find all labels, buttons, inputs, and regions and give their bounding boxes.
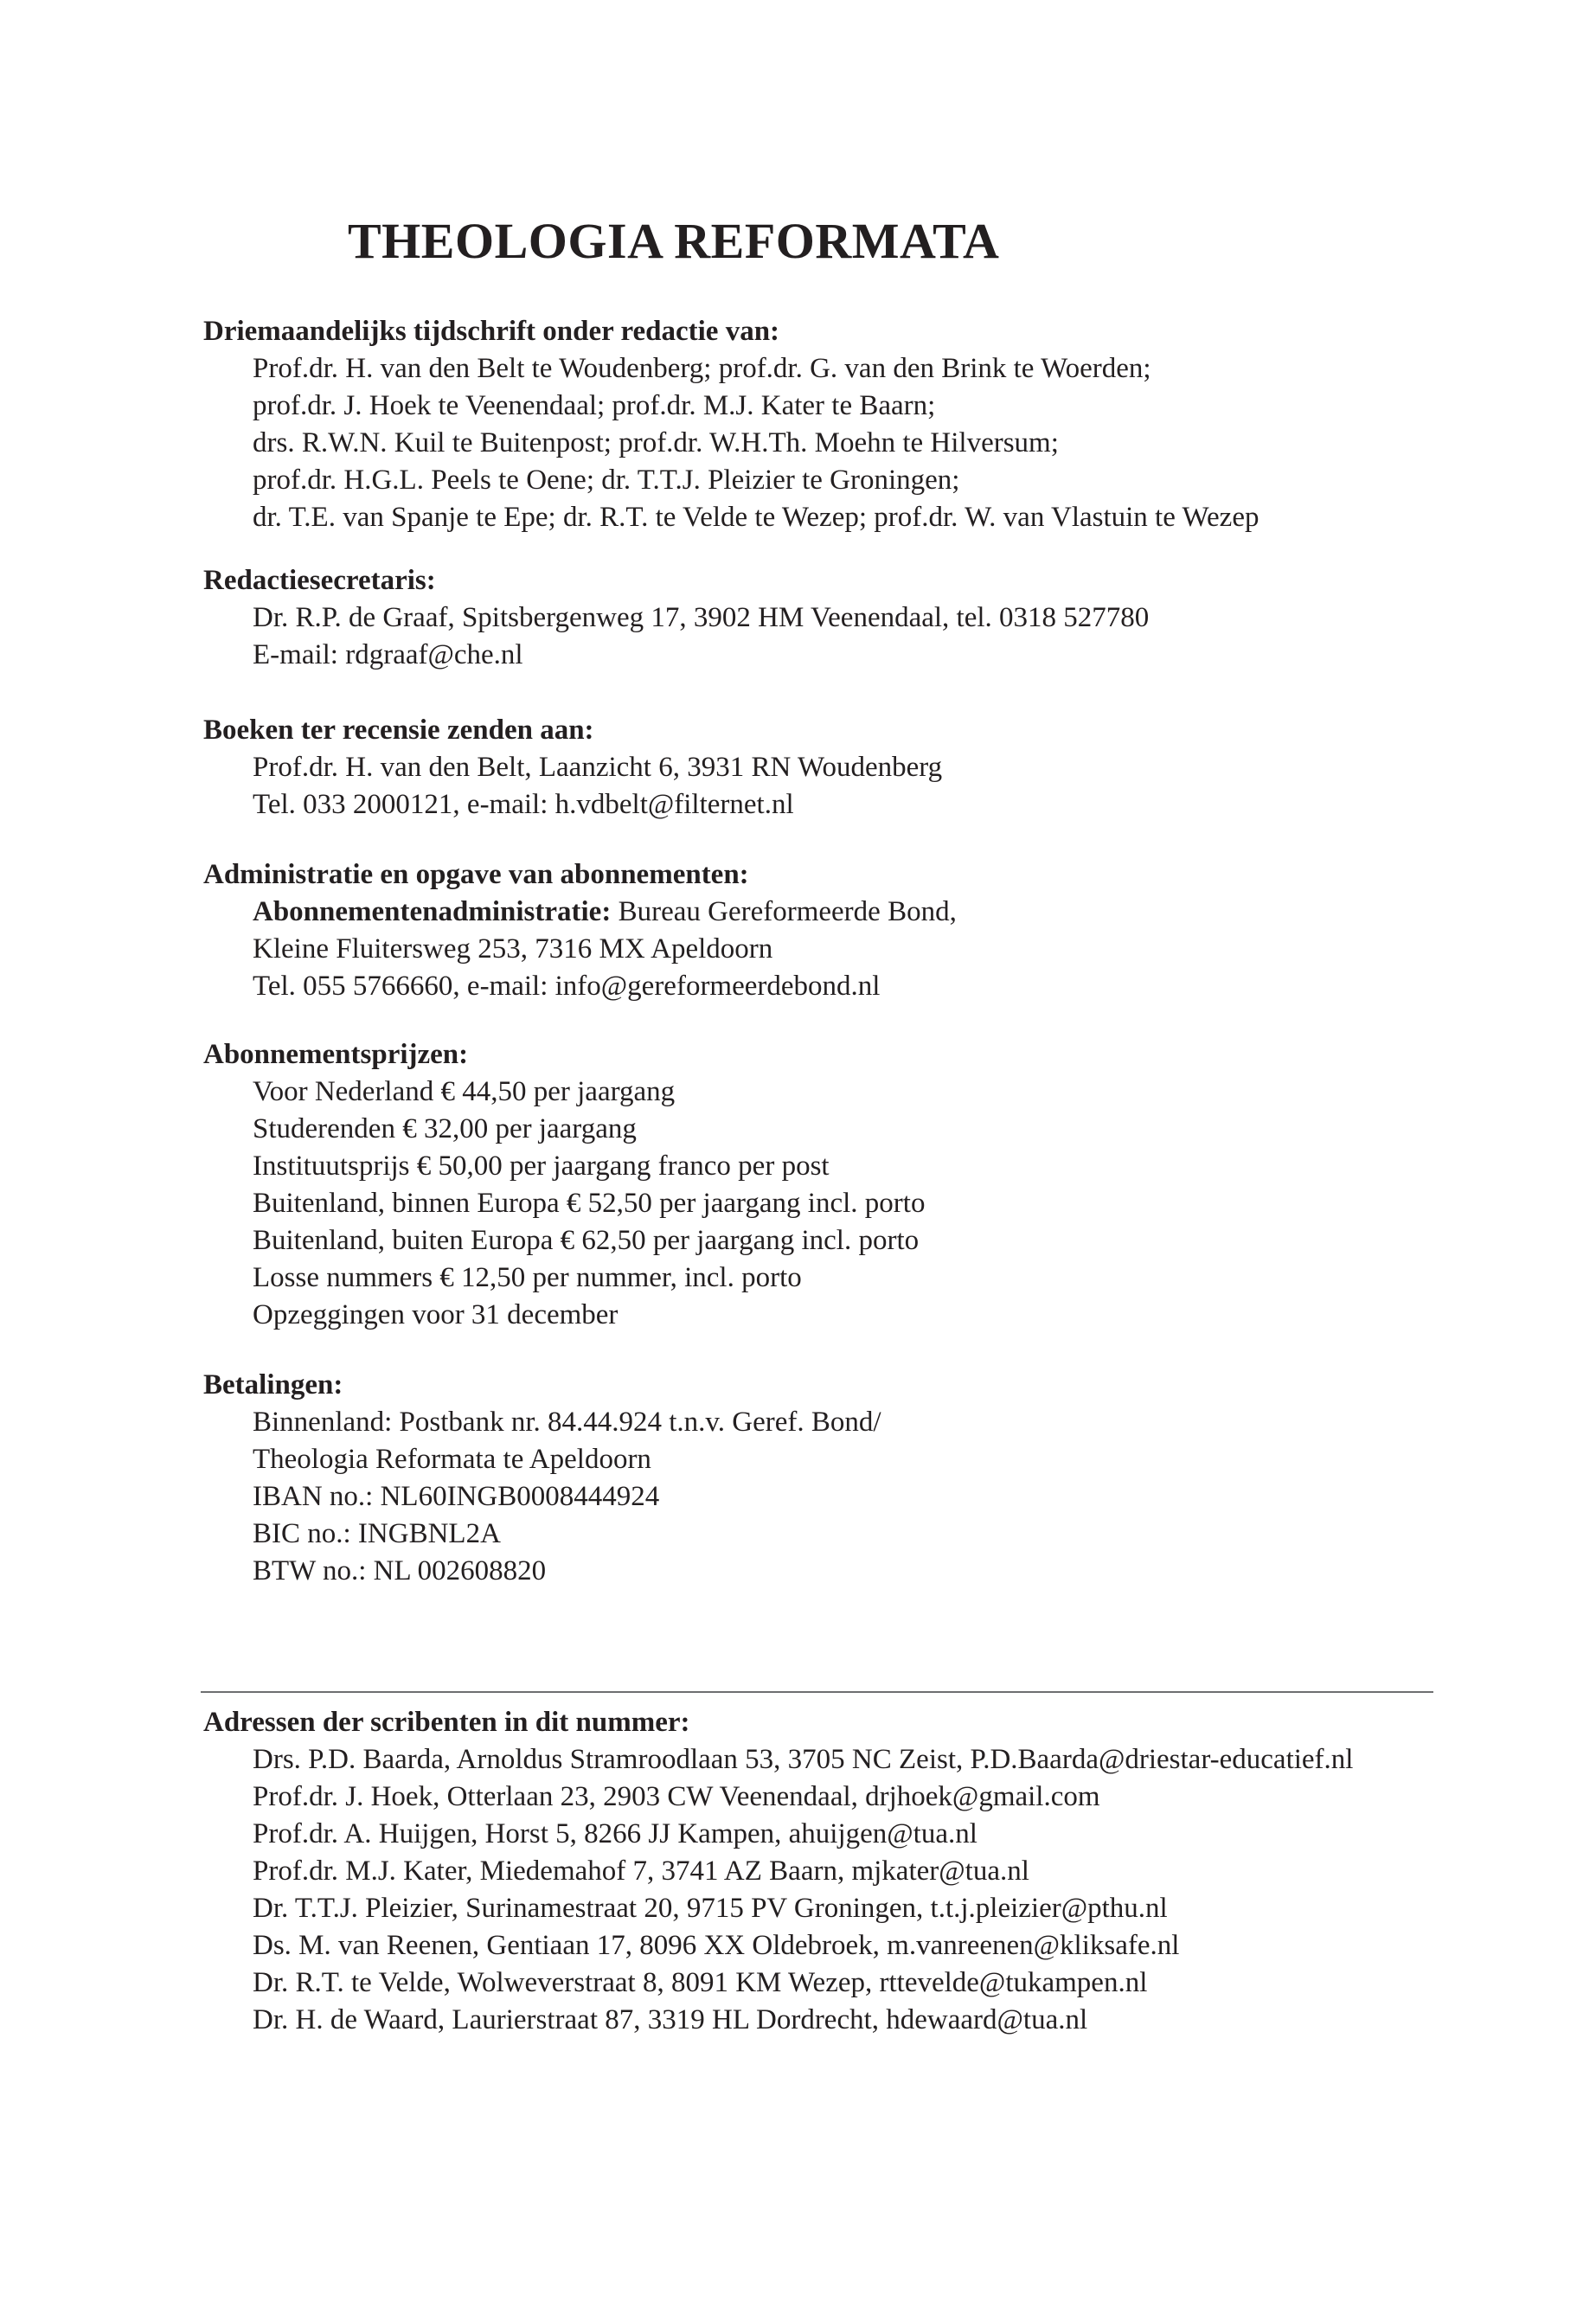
author-address: Ds. M. van Reenen, Gentiaan 17, 8096 XX Oldebroek, m.vanreenen@kliksafe.nl	[253, 1930, 1180, 1961]
author-address: Drs. P.D. Baarda, Arnoldus Stramroodlaan 53, 3705 NC Zeist, P.D.Baarda@driestar-educatief.nl	[253, 1744, 1354, 1775]
administration-address: Kleine Fluitersweg 253, 7316 MX Apeldoorn	[253, 933, 773, 965]
book-review-heading: Boeken ter recensie zenden aan:	[203, 715, 594, 746]
authors-heading: Adressen der scribenten in dit nummer:	[203, 1707, 690, 1738]
price-line: Studerenden € 32,00 per jaargang	[253, 1113, 637, 1144]
section-divider	[201, 1691, 1433, 1693]
payments-details	[203, 1404, 1553, 1590]
editorial-board-line: dr. T.E. van Spanje te Epe; dr. R.T. te Velde te Wezep; prof.dr. W. van Vlastuin te Wezep	[253, 502, 1259, 533]
subscription-prices-section	[203, 1036, 1553, 1334]
payment-line: Binnenland: Postbank nr. 84.44.924 t.n.v. Geref. Bond/	[253, 1407, 881, 1438]
author-address: Dr. T.T.J. Pleizier, Surinamestraat 20, 9715 PV Groningen, t.t.j.pleizier@pthu.nl	[253, 1893, 1168, 1924]
price-line: Buitenland, binnen Europa € 52,50 per jaargang incl. porto	[253, 1188, 926, 1219]
secretary-details	[203, 599, 1553, 674]
author-address: Dr. H. de Waard, Laurierstraat 87, 3319 HL Dordrecht, hdewaard@tua.nl	[253, 2004, 1088, 2035]
editorial-board-section	[203, 313, 1553, 536]
authors-list	[203, 1741, 1553, 2039]
price-line: Buitenland, buiten Europa € 62,50 per jaargang incl. porto	[253, 1225, 920, 1256]
payment-bic: BIC no.: INGBNL2A	[253, 1518, 501, 1549]
author-address: Prof.dr. M.J. Kater, Miedemahof 7, 3741 AZ Baarn, mjkater@tua.nl	[253, 1856, 1029, 1887]
editorial-board-list	[203, 350, 1553, 536]
price-line: Instituutsprijs € 50,00 per jaargang franco per post	[253, 1150, 830, 1182]
book-review-details	[203, 749, 1553, 824]
payments-heading: Betalingen:	[203, 1369, 343, 1400]
author-address: Prof.dr. J. Hoek, Otterlaan 23, 2903 CW Veenendaal, drjhoek@gmail.com	[253, 1781, 1100, 1812]
price-line: Voor Nederland € 44,50 per jaargang	[253, 1076, 676, 1107]
payment-line: Theologia Reformata te Apeldoorn	[253, 1444, 651, 1475]
journal-title: THEOLOGIA REFORMATA	[348, 213, 1000, 269]
secretary-heading: Redactiesecretaris:	[203, 565, 436, 596]
payment-iban: IBAN no.: NL60INGB0008444924	[253, 1481, 660, 1512]
administration-label: Abonnementenadministratie:	[253, 896, 612, 927]
book-review-section	[203, 712, 1553, 824]
administration-details	[203, 894, 1553, 1005]
payments-section	[203, 1367, 1553, 1590]
administration-name: Bureau Gereformeerde Bond,	[611, 896, 957, 927]
price-line: Opzeggingen voor 31 december	[253, 1299, 619, 1330]
editorial-board-line: prof.dr. H.G.L. Peels te Oene; dr. T.T.J. Pleizier te Groningen;	[253, 465, 960, 496]
subscription-prices-heading: Abonnementsprijzen:	[203, 1039, 469, 1070]
editorial-board-heading: Driemaandelijks tijdschrift onder redactie van:	[203, 316, 780, 347]
subscription-prices-list	[203, 1074, 1553, 1334]
administration-contact: Tel. 055 5766660, e-mail: info@gereformeerdebond.nl	[253, 971, 881, 1002]
editorial-board-line: prof.dr. J. Hoek te Veenendaal; prof.dr. M.J. Kater te Baarn;	[253, 390, 936, 421]
administration-heading: Administratie en opgave van abonnementen:	[203, 859, 749, 890]
administration-section	[203, 856, 1553, 1005]
authors-section	[203, 1704, 1553, 2039]
author-address: Dr. R.T. te Velde, Wolweverstraat 8, 8091 KM Wezep, rttevelde@tukampen.nl	[253, 1967, 1148, 1998]
book-review-contact: Tel. 033 2000121, e-mail: h.vdbelt@filternet.nl	[253, 789, 794, 820]
payment-vat: BTW no.: NL 002608820	[253, 1555, 547, 1586]
administration-label-line	[253, 894, 1553, 931]
editorial-board-line: Prof.dr. H. van den Belt te Woudenberg; prof.dr. G. van den Brink te Woerden;	[253, 353, 1151, 384]
author-address: Prof.dr. A. Huijgen, Horst 5, 8266 JJ Kampen, ahuijgen@tua.nl	[253, 1818, 977, 1849]
secretary-section	[203, 562, 1553, 674]
book-review-address: Prof.dr. H. van den Belt, Laanzicht 6, 3931 RN Woudenberg	[253, 752, 943, 783]
editorial-board-line: drs. R.W.N. Kuil te Buitenpost; prof.dr. W.H.Th. Moehn te Hilversum;	[253, 427, 1059, 458]
price-line: Losse nummers € 12,50 per nummer, incl. porto	[253, 1262, 802, 1293]
secretary-email: E-mail: rdgraaf@che.nl	[253, 639, 523, 670]
secretary-address: Dr. R.P. de Graaf, Spitsbergenweg 17, 3902 HM Veenendaal, tel. 0318 527780	[253, 602, 1150, 633]
